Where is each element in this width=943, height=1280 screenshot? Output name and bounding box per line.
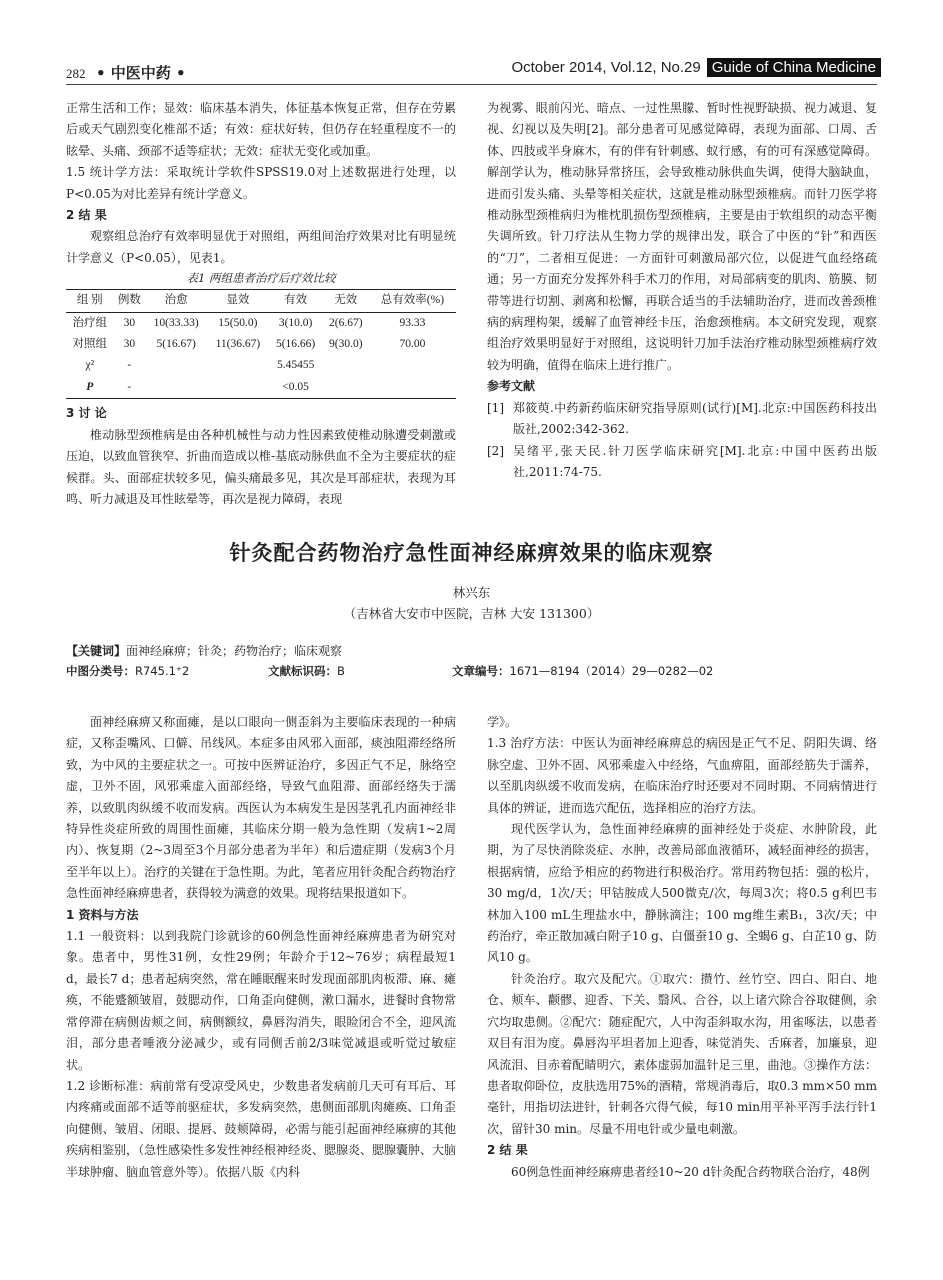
page-number: 282: [66, 66, 86, 81]
paragraph: 学》。: [487, 715, 518, 729]
article-number: [452, 663, 713, 679]
paragraph: 观察组总治疗有效率明显优于对照组，两组间治疗效果对比有明显统计学意义（P<0.05），见表1。: [66, 229, 456, 265]
reference-number: [1]: [487, 400, 504, 415]
article-title: 针灸配合药物治疗急性面神经麻痹效果的临床观察: [229, 541, 714, 565]
paragraph: 60例急性面神经麻痹患者经10~20 d针灸配合药物联合治疗，48例: [511, 1164, 870, 1179]
table-cell: <0.05: [282, 380, 309, 393]
paragraph: 1.5 统计学方法：采取统计学软件SPSS19.0对上述数据进行处理，以P<0.05为对比差异有统计学意义。: [66, 165, 456, 201]
paragraph: 为视雾、眼前闪光、暗点、一过性黑朦、暂时性视野缺损、视力减退、复视、幻视以及失明[2]。部分患者可见感觉障碍，表现为面部、口周、舌体、四肢或半身麻木，有的伴有针刺感、蚁行感，有的可有深感觉障碍。解剖学认为，椎动脉异常挤压，会导致椎动脉供血失调，使得大脑缺血，进而引发头痛、头晕等相关症状，这就是椎动脉型颈椎病。而针刀医学将椎动脉型颈椎病归为椎枕肌损伤型颈椎病，主要是由于软组织的动态平衡失调所致。针刀疗法从生物力学的规律出发，联合了中医的“针”和西医的“刀”，二者相互促进：一方面针可刺激局部穴位，以促进气血经络疏通；另一方面充分发挥外科手术刀的作用，对局部病变的肌肉、筋膜、韧带等进行切割、剥离和松懈，再联合适当的手法辅助治疗，进而改善颈椎病的病理构架，缓解了血管神经卡压，治愈颈椎病。本文研究发现，观察组治疗效果明显好于对照组，这说明针刀加手法治疗椎动脉型颈椎病疗效较为明确，值得在临床上进行推广。: [487, 101, 877, 372]
article-right-column: [487, 712, 877, 1183]
table-cell: [145, 355, 207, 376]
page-header-right: [511, 58, 881, 77]
references-heading: 参考文献: [487, 379, 536, 394]
table-cell: 3(10.0): [278, 316, 313, 329]
table-cell: P: [86, 380, 94, 393]
prev-article-left-column: [66, 98, 456, 510]
clc-label: 中图分类号：: [66, 664, 135, 678]
results-table: [66, 289, 456, 399]
table-cell: 治疗组: [72, 316, 107, 329]
keywords-line: [66, 642, 342, 659]
clc-value: R745.1⁺2: [135, 664, 190, 678]
table-row: [66, 312, 456, 334]
table-cell: χ²: [85, 359, 95, 372]
table-cell: 5(16.67): [156, 338, 196, 351]
table-cell: 30: [123, 316, 136, 329]
article-author: 林兴东: [452, 585, 491, 600]
table-cell: [369, 377, 456, 399]
doc-code-label: 文献标识码：: [268, 664, 337, 678]
table-header-cell: 组 别: [76, 294, 103, 307]
journal-section: • 中医中药 •: [95, 64, 186, 82]
table-cell: 5.45455: [276, 359, 315, 372]
article-number-value: 1671—8194（2014）29—0282—02: [509, 664, 714, 678]
table-row: [66, 334, 456, 355]
reference-item: [487, 441, 877, 484]
table-header-cell: 总有效率(%): [380, 294, 445, 307]
table-cell: [369, 355, 456, 376]
table-cell: 11(36.67): [215, 338, 261, 351]
table-cell: -: [127, 380, 132, 393]
table-cell: 93.33: [399, 316, 426, 329]
section-heading: 3 讨 论: [66, 406, 107, 421]
keywords: 面神经麻痹；针灸；药物治疗；临床观察: [126, 644, 343, 658]
table-cell: [145, 377, 207, 399]
reference-text: 吴绪平,张天民.针刀医学临床研究[M].北京:中国中医药出版社,2011:74-75.: [513, 443, 877, 479]
prev-article-right-column: [487, 98, 877, 483]
table-header-cell: 例数: [117, 294, 141, 307]
table-row: [66, 377, 456, 399]
table-cell: 10(33.33): [153, 316, 199, 329]
table-row: [66, 355, 456, 376]
clc-number: [66, 663, 189, 679]
doc-code-value: B: [337, 664, 345, 678]
table-cell: 70.00: [399, 338, 426, 351]
paragraph: 面神经麻痹又称面瘫，是以口眼向一侧歪斜为主要临床表现的一种病症，又称歪嘴风、口僻、吊线风。本症多由风邪入面部，痰浊阻滞经络所致，为中风的主要症状之一。可按中医辨证治疗，多因正气不足，脉络空虚，卫外不固，风邪乘虚入面部经络，导致气血阻滞、面部经络失于濡养，以致肌肉纵缓不收而发病。西医认为本病发生是因茎乳孔内面神经非特异性炎症所致的周围性面瘫，其临床分期一般为急性期（发病1~2周内）、恢复期（2~3周至3个月部分患者为半年）和后遗症期（发病3个月至半年以上）。治疗的关键在于急性期。为此，笔者应用针灸配合药物治疗急性面神经麻痹患者，获得较为满意的效果。现将结果报道如下。: [66, 715, 457, 901]
table-cell: [323, 377, 369, 399]
table-cell: 30: [123, 338, 136, 351]
doc-code: [268, 663, 345, 679]
reference-item: [487, 398, 877, 441]
table-cell: [207, 377, 268, 399]
table-header-row: [66, 290, 456, 312]
table-cell: [207, 355, 268, 376]
article-affiliation: （吉林省大安市中医院，吉林 大安 131300）: [343, 606, 600, 621]
issue-info: October 2014, Vol.12, No.29: [511, 59, 701, 76]
reference-text: 郑筱萸.中药新药临床研究指导原则(试行)[M].北京:中国医药科技出版社,2002:342-362.: [513, 400, 877, 437]
reference-number: [2]: [487, 443, 504, 458]
page-header-left: [66, 62, 186, 83]
table-caption: 表1 两组患者治疗后疗效比较: [186, 271, 336, 286]
paragraph: 1.3 治疗方法：中医认为面神经麻痹总的病因是正气不足、阴阳失调、络脉空虚、卫外不固、风邪乘虚入中经络，气血痹阻，面部经筋失于濡养，以至肌肉纵缓不收而发病，在临床治疗时还要对不同时期、不同病情进行具体的辨证，进而选穴配伍，选择相应的治疗方法。: [487, 736, 877, 815]
paragraph: 椎动脉型颈椎病是由各种机械性与动力性因素致使椎动脉遭受刺激或压迫，以致血管狭窄、折曲而造成以椎-基底动脉供血不全为主要症状的症候群。头、面部症状较多见，偏头痛最多见，其次是耳部症状，表现为耳鸣、听力减退及耳性眩晕等，再次是视力障碍，表现: [66, 427, 456, 506]
paragraph: 针灸治疗。取穴及配穴。①取穴：攒竹、丝竹空、四白、阳白、地仓、颊车、颧髎、迎香、下关、翳风、合谷，以上诸穴除合谷取健侧，余穴均取患侧。②配穴：随症配穴，人中沟歪斜取水沟，用雀啄法，以患者双目有泪为度。鼻唇沟平坦者加上迎香，味觉消失、舌麻者，加廉泉，迎风流泪、目赤着配睛明穴，素体虚弱加温针足三里，曲池。③操作方法：患者取仰卧位，皮肤选用75%的酒精，常规消毒后，取0.3 mm×50 mm毫针，用指切法进针，针刺各穴得气候，每10 min用平补平泻手法行针1次，留针30 min。尽量不用电针或少量电刺激。: [487, 971, 877, 1136]
article-left-column: [66, 712, 456, 1183]
table-header-cell: 无效: [334, 294, 358, 307]
table-cell: 对照组: [72, 338, 107, 351]
article-number-label: 文章编号：: [452, 664, 510, 678]
paragraph: 现代医学认为，急性面神经麻痹的面神经处于炎症、水肿阶段，此期，为了尽快消除炎症、水肿，改善局部血液循环，减轻面神经的损害，根据病情，应给予相应的药物进行积极治疗。常用药物包括：强的松片，30 mg/d，1次/天；甲钴胺成人500微克/次，每周3次；将0.5 g利巴韦林加入100 mL生理盐水中，静脉滴注；100 mg维生素B₁，3次/天；中药治疗，牵正散加减白附子10 g、白僵蚕10 g、全蝎6 g、白芷10 g、防风10 g。: [487, 822, 877, 965]
paragraph: 正常生活和工作；显效：临床基本消失，体征基本恢复正常，但存在劳累后或天气剧烈变化椎部不适；有效：症状好转，但仍存在轻重程度不一的眩晕、头痛、颈部不适等症状；无效：症状无变化或加重。: [66, 101, 456, 158]
table-cell: 15(50.0): [218, 316, 258, 329]
header-rule: [66, 84, 877, 85]
keywords-label: 【关键词】: [66, 644, 127, 658]
table-cell: 2(6.67): [328, 316, 363, 329]
table-cell: -: [127, 359, 132, 372]
paragraph: 1.2 诊断标准：病前常有受凉受风史，少数患者发病前几天可有耳后、耳内疼痛或面部不适等前驱症状，多发病突然，患侧面部肌肉瘫痪、口角歪向健侧、皱眉、闭眼、提唇、鼓颊障碍，必需与能引起面神经麻痹的其他疾病相鉴别，（急性感染性多发性神经根神经炎、腮腺炎、腮腺囊肿、大脑半球肿瘤、脑血管意外等）。依据八版《内科: [66, 1078, 457, 1179]
section-heading: 2 结 果: [66, 208, 107, 223]
table-header-cell: 治愈: [164, 294, 188, 307]
table-cell: 9(30.0): [328, 338, 363, 351]
table-header-cell: 显效: [226, 294, 250, 307]
paragraph: 1.1 一般资料：以到我院门诊就诊的60例急性面神经麻痹患者为研究对象。患者中，男性31例，女性29例；年龄介于12~76岁；病程最短1 d，最长7 d；患者起病突然，常在睡眠醒来时发现面部肌肉板滞、麻、瘫痪，不能蹙额皱眉，鼓腮动作，口角歪向健侧，漱口漏水，进餐时食物常常停滞在病侧齿颊之间，病侧额纹，鼻唇沟消失，眼睑闭合不全，迎风流泪，部分患者唾液分泌减少，或有同侧舌前2/3味觉减退或听觉过敏症状。: [66, 929, 456, 1072]
section-heading: 1 资料与方法: [66, 907, 139, 922]
table-cell: 5(16.66): [275, 338, 316, 351]
journal-name-en: Guide of China Medicine: [707, 58, 881, 77]
table-cell: [323, 355, 369, 376]
table-header-cell: 有效: [284, 294, 308, 307]
section-heading: 2 结 果: [487, 1143, 528, 1158]
